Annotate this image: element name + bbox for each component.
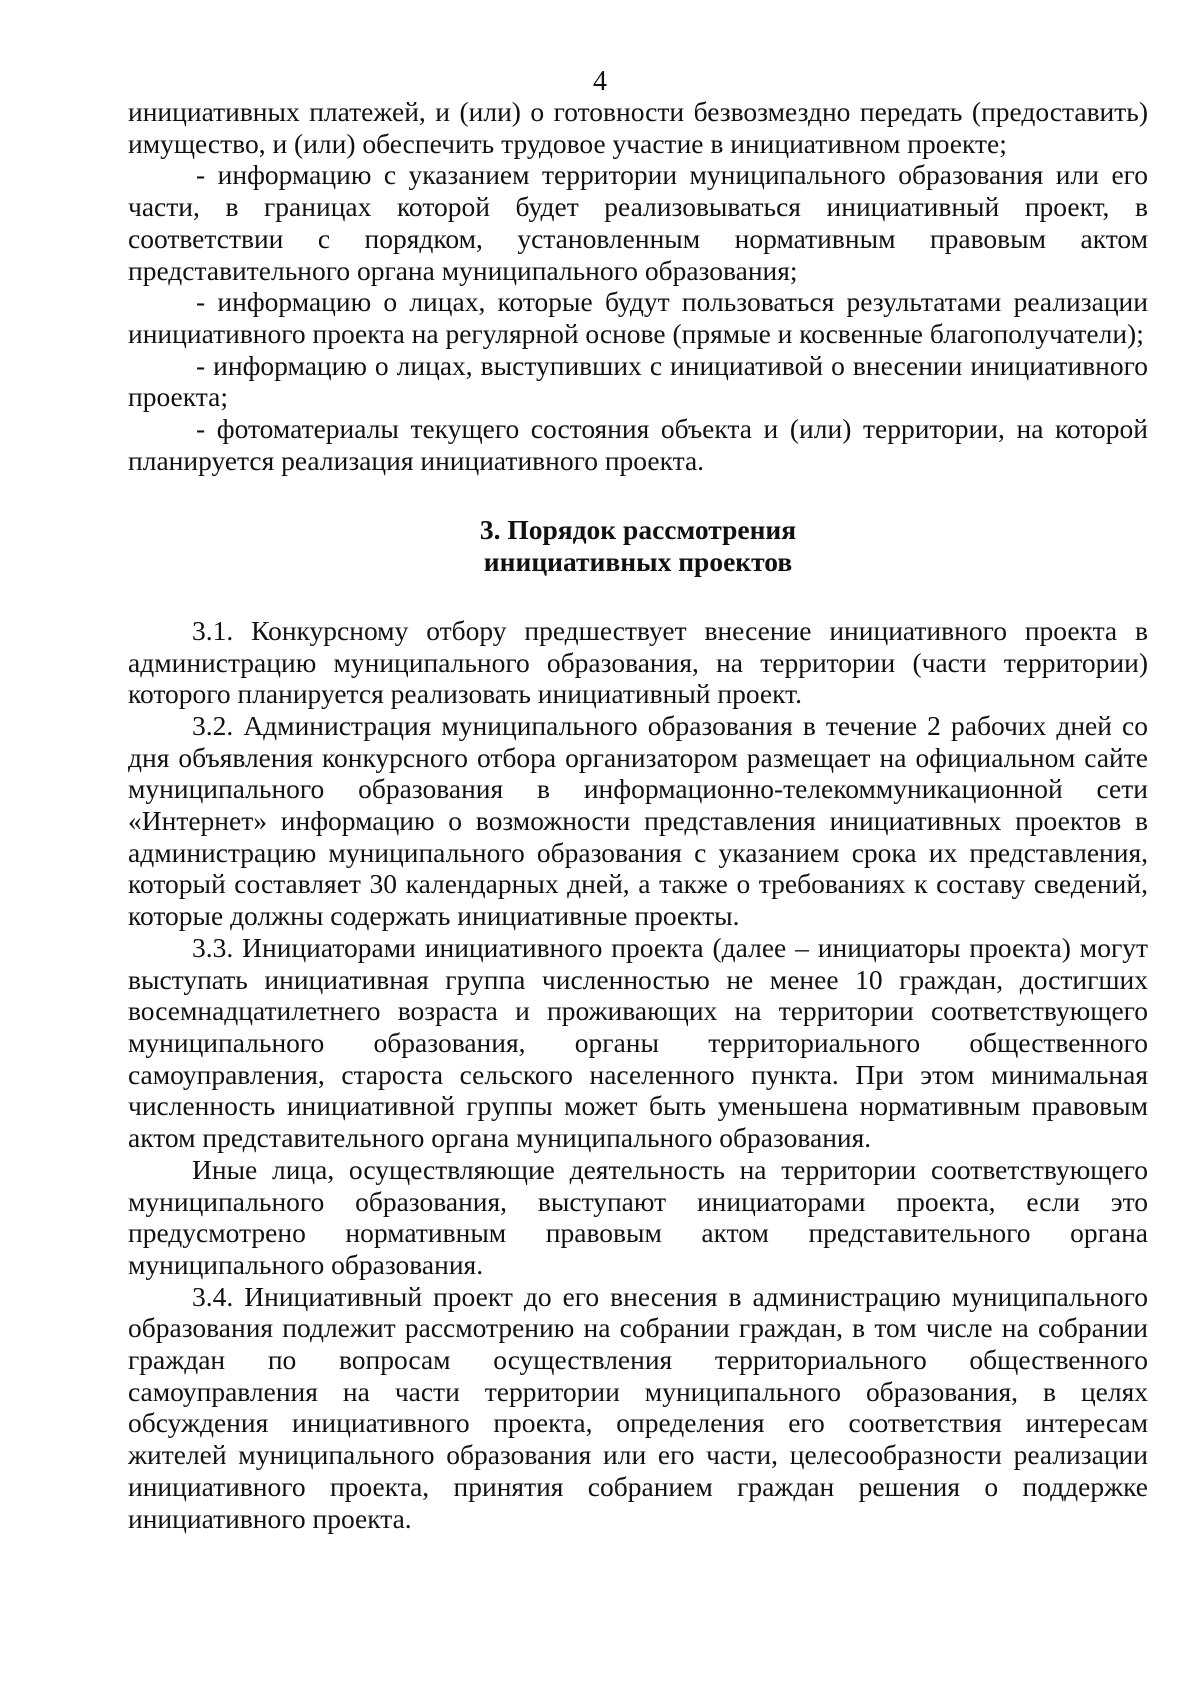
bullet-item: - информацию о лицах, выступивших с инициативой о внесении инициативного проекта;: [128, 349, 1148, 413]
bullet-item: - фотоматериалы текущего состояния объекта и (или) территории, на которой планируется реализация инициативного проекта.: [128, 413, 1148, 476]
bullet-item: - информацию о лицах, которые будут пользоваться результатами реализации инициативного проекта на регулярной основе (прямые и косвенные благополучатели);: [128, 286, 1148, 349]
document-body: [128, 96, 1148, 1534]
section-heading-line: инициативных проектов: [483, 546, 793, 578]
bullet-item: - информацию с указанием территории муниципального образования или его части, в границах которой будет реализовываться инициативный проект, в соответствии с порядком, установленным нормативным правовым актом представительного органа муниципального образования;: [128, 159, 1148, 286]
continuation-paragraph: инициативных платежей, и (или) о готовности безвозмездно передать (предоставить) имущество, и (или) обеспечить трудовое участие в инициативном проекте;: [128, 96, 1148, 159]
paragraph-3-1: 3.1. Конкурсному отбору предшествует внесение инициативного проекта в администрацию муниципального образования, на территории (части территории) которого планируется реализовать инициативный проект.: [128, 614, 1148, 710]
section-heading: [128, 514, 1148, 577]
section-heading-line: 3. Порядок рассмотрения: [479, 514, 797, 546]
paragraph-3-3-other-persons: Иные лица, осуществляющие деятельность на территории соответствующего муниципального образования, выступают инициаторами проекта, если это предусмотрено нормативным правовым актом представительного органа муниципального образования.: [128, 1153, 1148, 1280]
paragraph-3-4: 3.4. Инициативный проект до его внесения в администрацию муниципального образования подлежит рассмотрению на собрании граждан, в том числе на собрании граждан по вопросам осуществления территориального общественного самоуправления на части территории муниципального образования, в целях обсуждения инициативного проекта, определения его соответствия интересам жителей муниципального образования или его части, целесообразности реализации инициативного проекта, принятия собранием граждан решения о поддержке инициативного проекта.: [128, 1280, 1148, 1534]
paragraph-3-3: 3.3. Инициаторами инициативного проекта (далее – инициаторы проекта) могут выступать инициативная группа численностью не менее 10 граждан, достигших восемнадцатилетнего возраста и проживающих на территории соответствующего муниципального образования, органы территориального общественного самоуправления, староста сельского населенного пункта. При этом минимальная численность инициативной группы может быть уменьшена нормативным правовым актом представительного органа муниципального образования.: [128, 931, 1148, 1154]
page-number: 4: [593, 66, 607, 97]
paragraph-3-2: 3.2. Администрация муниципального образования в течение 2 рабочих дней со дня объявления конкурсного отбора организатором размещает на официальном сайте муниципального образования в информационно-телекоммуникационной сети «Интернет» информацию о возможности представления инициативных проектов в администрацию муниципального образования с указанием срока их представления, который составляет 30 календарных дней, а также о требованиях к составу сведений, которые должны содержать инициативные проекты.: [128, 709, 1148, 932]
